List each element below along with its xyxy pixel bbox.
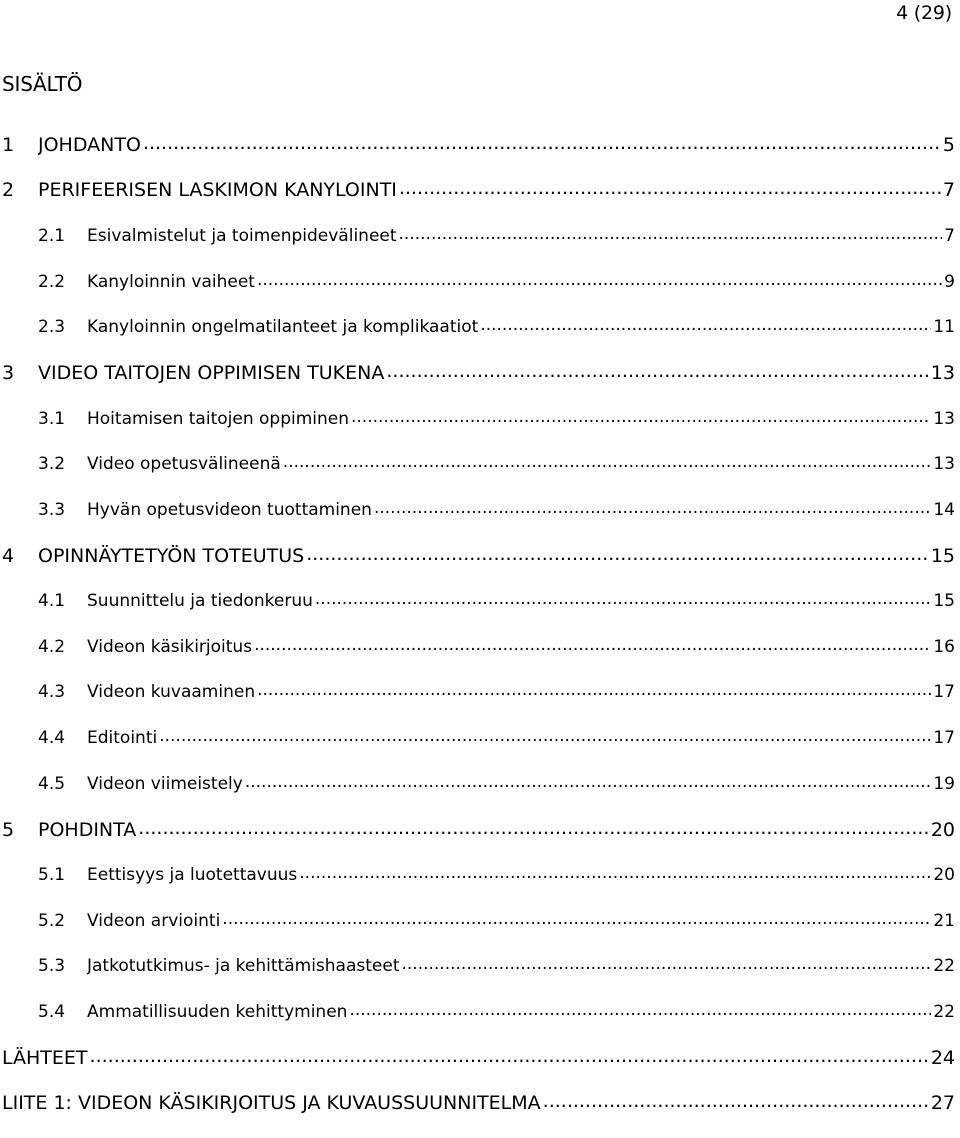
toc-entry-page: 11 [933,317,955,337]
toc-entry-page: 13 [930,362,955,384]
toc-entry-number: 5.2 [38,911,66,931]
dot-leader [257,680,931,697]
dot-leader [143,132,941,151]
toc-entry-number: 3.3 [38,500,66,520]
toc-entry[interactable] [0,772,955,798]
toc-entry-number: 3.1 [38,409,66,429]
toc-entry-title: Eettisyys ja luotettavuus [87,865,298,885]
toc-entry[interactable] [0,1045,955,1071]
toc-entry-page: 13 [933,409,955,429]
toc-entry[interactable] [0,726,955,752]
dot-leader [351,407,931,424]
toc-entry-page: 24 [930,1047,955,1069]
toc-entry-title: POHDINTA [38,819,137,841]
toc-entry-page: 27 [930,1092,955,1114]
toc-entry[interactable] [0,909,955,935]
dot-leader [90,1045,929,1064]
dot-leader [245,772,932,789]
toc-entry-number: 4.1 [38,591,66,611]
dot-leader [283,452,932,469]
toc-entry-page: 17 [933,682,955,702]
toc-entry-number: 4.5 [38,774,66,794]
toc-entry-title: JOHDANTO [38,134,141,156]
toc-entry-page: 22 [933,956,955,976]
toc-entry[interactable] [0,132,955,158]
toc-entry-title: Ammatillisuuden kehittyminen [87,1002,348,1022]
toc-entry[interactable] [0,817,955,843]
toc-entry-title: OPINNÄYTETYÖN TOTEUTUS [38,545,305,567]
toc-entry[interactable] [0,360,955,386]
toc-entry[interactable] [0,407,955,433]
toc-entry-title: Hoitamisen taitojen oppiminen [87,409,349,429]
toc-entry-title: Video opetusvälineenä [87,454,281,474]
toc-entry-title: PERIFEERISEN LASKIMON KANYLOINTI [38,179,397,201]
dot-leader [222,909,931,926]
toc-entry-page: 16 [933,637,955,657]
toc-entry-number: 4.3 [38,682,66,702]
toc-entry-page: 22 [933,1002,955,1022]
dot-leader [159,726,931,743]
dot-leader [386,360,928,379]
toc-entry-page: 7 [944,226,955,246]
toc-entry[interactable] [0,224,955,250]
toc-entry-title: Esivalmistelut ja toimenpidevälineet [87,226,397,246]
toc-entry[interactable] [0,863,955,889]
toc-entry-title: Editointi [87,728,158,748]
toc-entry-number: 1 [2,134,15,156]
toc-entry-number: 3 [2,362,15,384]
toc-entry-number: 2 [2,179,15,201]
toc-entry[interactable] [0,589,955,615]
toc-entry-page: 9 [944,272,955,292]
toc-entry[interactable] [0,1000,955,1026]
dot-leader [543,1090,929,1109]
toc-heading: SISÄLTÖ [2,72,83,96]
dot-leader [138,817,929,836]
dot-leader [257,270,942,287]
toc-entry-number: 5 [2,819,15,841]
toc-entry-page: 5 [942,134,955,156]
toc-entry[interactable] [0,177,955,203]
dot-leader [399,177,941,196]
toc-entry-title: Videon käsikirjoitus [87,637,253,657]
toc-entry-title: Videon kuvaaminen [87,682,256,702]
toc-entry-title: Kanyloinnin ongelmatilanteet ja komplikaatiot [87,317,479,337]
toc-entry-title: Jatkotutkimus- ja kehittämishaasteet [87,956,400,976]
toc-entry-title: VIDEO TAITOJEN OPPIMISEN TUKENA [38,362,385,384]
toc-entry-page: 17 [933,728,955,748]
toc-entry-number: 2.2 [38,272,66,292]
toc-entry-page: 15 [930,545,955,567]
toc-entry-number: 5.1 [38,865,66,885]
toc-entry-title: Suunnittelu ja tiedonkeruu [87,591,313,611]
toc-entry-number: 2.3 [38,317,66,337]
dot-leader [315,589,931,606]
toc-entry[interactable] [0,1090,955,1116]
toc-entry[interactable] [0,498,955,524]
toc-entry-page: 21 [933,911,955,931]
dot-leader [374,498,931,515]
toc-entry-number: 3.2 [38,454,66,474]
toc-entry-page: 19 [933,774,955,794]
dot-leader [401,954,931,971]
page-number: 4 (29) [896,2,952,24]
toc-entry-page: 14 [933,500,955,520]
toc-entry-number: 5.3 [38,956,66,976]
toc-entry-title: LÄHTEET [2,1047,88,1069]
toc-entry-number: 5.4 [38,1002,66,1022]
toc-entry-title: Videon arviointi [87,911,221,931]
toc-entry-page: 7 [942,179,955,201]
dot-leader [306,543,929,562]
toc-entry-title: Videon viimeistely [87,774,243,794]
toc-entry[interactable] [0,270,955,296]
toc-entry[interactable] [0,680,955,706]
dot-leader [349,1000,931,1017]
toc-entry[interactable] [0,635,955,661]
toc-entry[interactable] [0,315,955,341]
toc-entry[interactable] [0,543,955,569]
toc-entry-title: LIITE 1: VIDEON KÄSIKIRJOITUS JA KUVAUSSUUNNITELMA [2,1092,541,1114]
toc-entry-page: 20 [930,819,955,841]
toc-entry-title: Hyvän opetusvideon tuottaminen [87,500,372,520]
toc-entry-number: 2.1 [38,226,66,246]
toc-entry-page: 20 [933,865,955,885]
toc-entry[interactable] [0,452,955,478]
toc-entry-number: 4.4 [38,728,66,748]
dot-leader [299,863,931,880]
dot-leader [254,635,931,652]
dot-leader [480,315,931,332]
toc-entry[interactable] [0,954,955,980]
dot-leader [399,224,943,241]
toc-entry-page: 13 [933,454,955,474]
toc-entry-title: Kanyloinnin vaiheet [87,272,255,292]
toc-entry-page: 15 [933,591,955,611]
toc-entry-number: 4 [2,545,15,567]
toc-entry-number: 4.2 [38,637,66,657]
